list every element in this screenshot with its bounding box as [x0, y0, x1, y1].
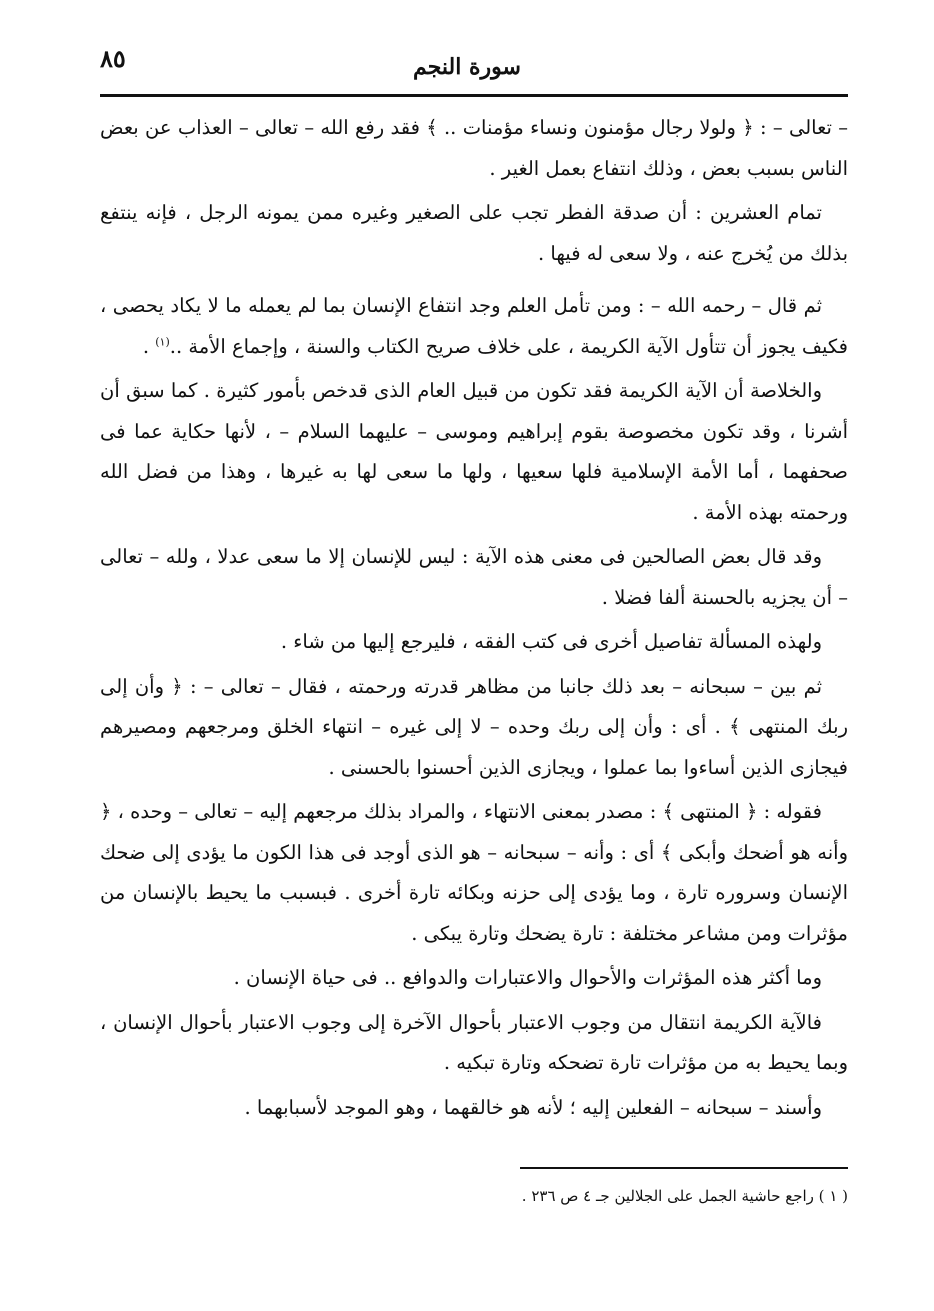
paragraph: فالآية الكريمة انتقال من وجوب الاعتبار بأحوال الآخرة إلى وجوب الاعتبار بأحوال الإنسان ، وبما يحيط به من مؤثرات تارة تضحكه وتارة تبكيه .: [100, 1010, 848, 1074]
header-rule: [100, 94, 848, 97]
paragraph: فقوله : ﴿ المنتهى ﴾ : مصدر بمعنى الانتهاء ، والمراد بذلك مرجعهم إليه – تعالى – وحده ، ﴿ وأنه هو أضحك وأبكى ﴾ أى : وأنه – سبحانه – هو الذى أوجد فى هذا الكون ما يؤدى إلى ضحك الإنسان وسروره تارة ، وما يؤدى إلى حزنه وبكائه تارة أخرى . فبسبب ما يحيط بالإنسان من مؤثرات ومن مشاعر مختلفة : تارة يضحك وتارة يبكى .: [100, 800, 848, 945]
paragraph-end: .: [142, 334, 156, 358]
paragraph: وما أكثر هذه المؤثرات والأحوال والاعتبارات والدوافع .. فى حياة الإنسان .: [233, 966, 822, 989]
paragraph: [100, 286, 848, 367]
paragraph: ولهذه المسألة تفاصيل أخرى فى كتب الفقه ، فليرجع إليها من شاء .: [280, 630, 822, 653]
paragraph: – تعالى – : ﴿ ولولا رجال مؤمنون ونساء مؤمنات .. ﴾ فقد رفع الله – تعالى – العذاب عن بعض الناس بسبب بعض ، وذلك انتفاع بعمل الغير .: [100, 116, 848, 180]
paragraph: وقد قال بعض الصالحين فى معنى هذه الآية : ليس للإنسان إلا ما سعى عدلا ، ولله – تعالى – أن يجزيه بالحسنة ألفا فضلا .: [100, 545, 848, 609]
footnote-reference: (١): [155, 335, 170, 348]
footnote-rule: [520, 1167, 848, 1169]
paragraph: والخلاصة أن الآية الكريمة فقد تكون من قبيل العام الذى قدخص بأمور كثيرة . كما سبق أن أشرنا ، وقد تكون مخصوصة بقوم إبراهيم وموسى – عليهما السلام – ، لأنها حكاية عما فى صحفهما ، أما الأمة الإسلامية فلها سعيها ، ولها ما سعى لها به غيرها ، وهذا من فضل الله ورحمته بهذه الأمة .: [100, 379, 848, 524]
page-number: ٨٥: [100, 44, 126, 73]
paragraph: وأسند – سبحانه – الفعلين إليه ؛ لأنه هو خالقهما ، وهو الموجد لأسبابهما .: [244, 1095, 822, 1119]
paragraph: تمام العشرين : أن صدقة الفطر تجب على الصغير وغيره ممن يمونه الرجل ، فإنه ينتفع بذلك من يُخرج عنه ، ولا سعى له فيها .: [100, 201, 848, 265]
running-title: سورة النجم: [413, 54, 521, 80]
footnote: ( ١ ) راجع حاشية الجمل على الجلالين جـ ٤ ص ٢٣٦ .: [521, 1187, 848, 1205]
paragraph: ثم بين – سبحانه – بعد ذلك جانبا من مظاهر قدرته ورحمته ، فقال – تعالى – : ﴿ وأن إلى ربك المنتهى ﴾ . أى : وأن إلى ربك وحده – لا إلى غيره – انتهاء الخلق ومرجعهم ومصيرهم فيجازى الذين أساءوا بما عملوا ، ويجازى الذين أحسنوا بالحسنى .: [100, 674, 848, 779]
paragraph-text: ثم قال – رحمه الله – : ومن تأمل العلم وجد انتفاع الإنسان بما لم يعمله ما لا يكاد يحصى ، فكيف يجوز أن تتأول الآية الكريمة ، على خلاف صريح الكتاب والسنة ، وإجماع الأمة ..: [100, 294, 848, 358]
body-text: [100, 108, 848, 1132]
